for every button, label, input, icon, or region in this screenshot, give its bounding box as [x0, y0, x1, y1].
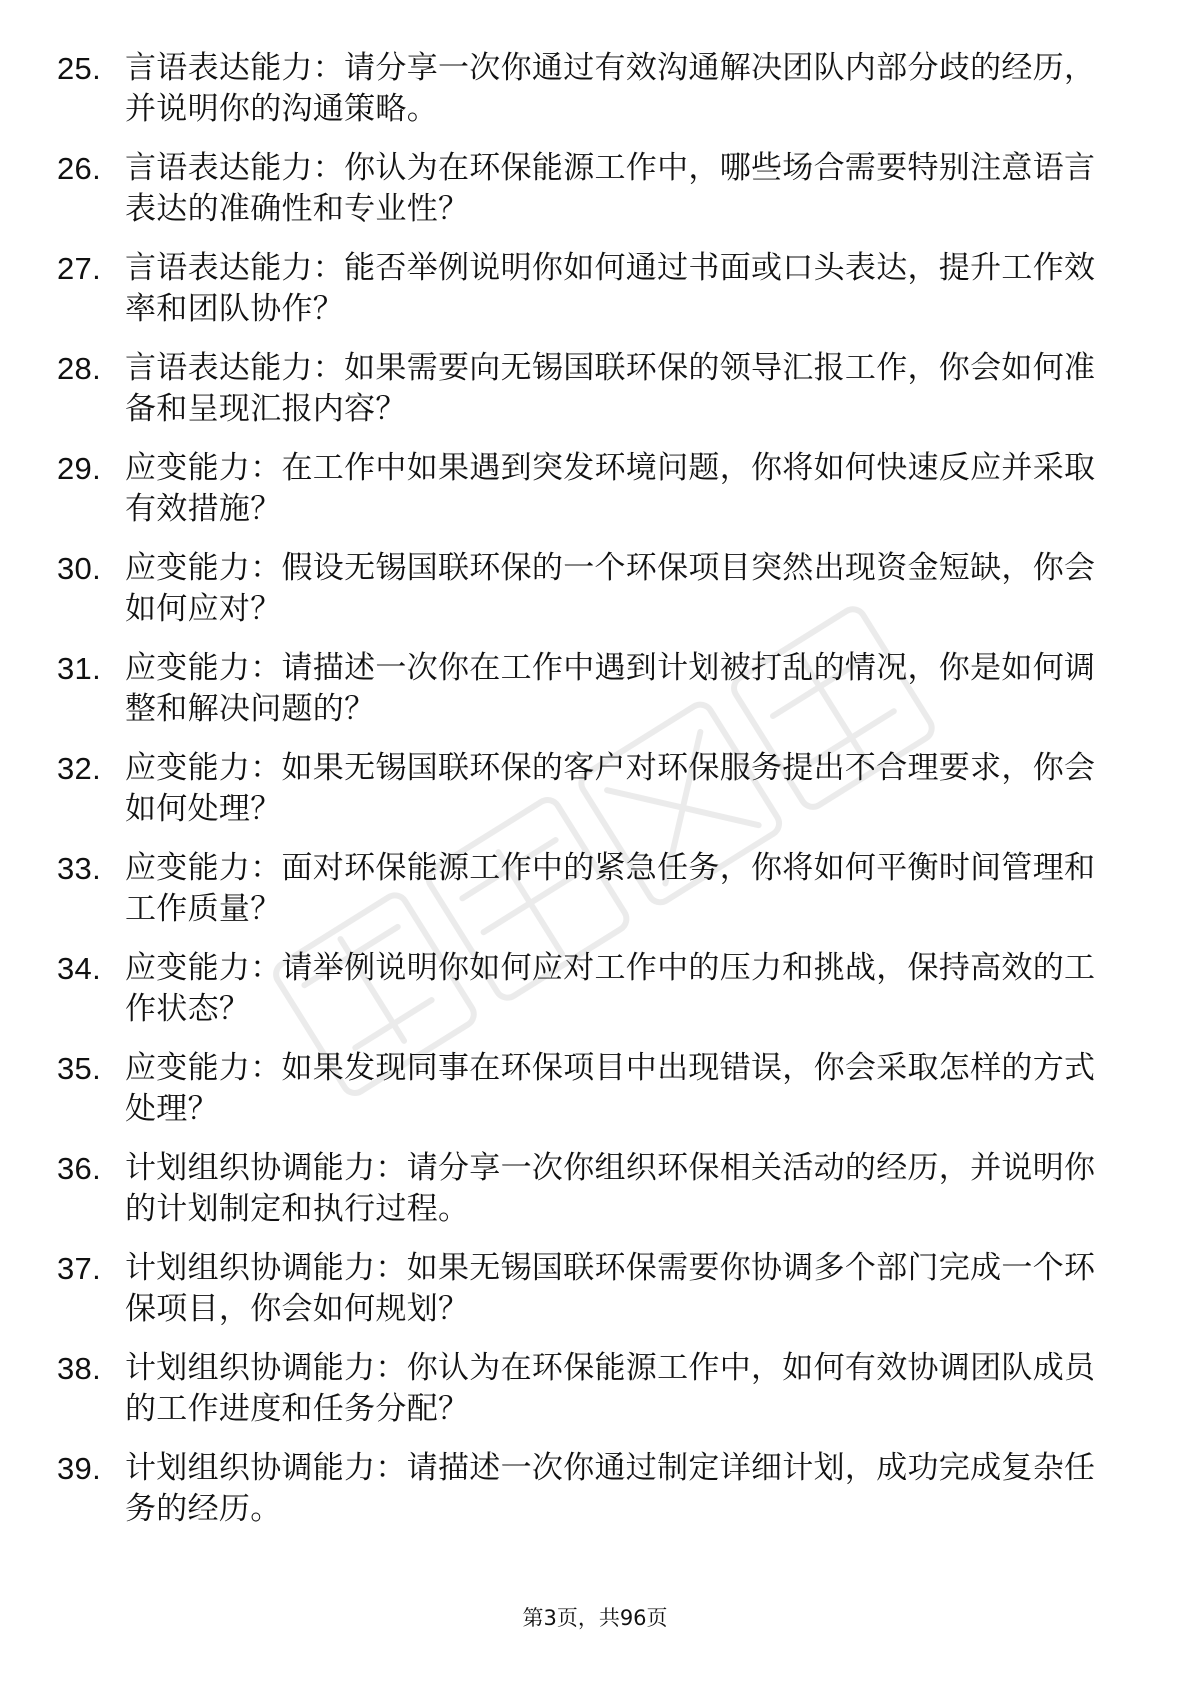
question-number: 35. [57, 1051, 101, 1086]
question-number: 30. [57, 551, 101, 586]
question-item [0, 1048, 1190, 1130]
question-item [0, 948, 1190, 1030]
question-item [0, 1348, 1190, 1430]
question-text: 计划组织协调能力：请分享一次你组织环保相关活动的经历，并说明你的计划制定和执行过程。 [125, 1150, 1096, 1227]
question-number: 31. [57, 651, 101, 686]
question-item [0, 548, 1190, 630]
question-number: 34. [57, 951, 101, 986]
question-item [0, 448, 1190, 530]
question-number: 27. [57, 251, 101, 286]
question-number: 38. [57, 1351, 101, 1386]
page-indicator: 第3页，共96页 [522, 1606, 668, 1630]
question-item [0, 1248, 1190, 1330]
question-number: 36. [57, 1151, 101, 1186]
question-item [0, 348, 1190, 430]
question-text: 应变能力：如果无锡国联环保的客户对环保服务提出不合理要求，你会如何处理？ [125, 750, 1096, 827]
question-text: 应变能力：请描述一次你在工作中遇到计划被打乱的情况，你是如何调整和解决问题的？ [125, 650, 1096, 727]
question-text: 计划组织协调能力：请描述一次你通过制定详细计划，成功完成复杂任务的经历。 [125, 1450, 1096, 1527]
question-text: 计划组织协调能力：你认为在环保能源工作中，如何有效协调团队成员的工作进度和任务分配？ [125, 1350, 1096, 1427]
question-text: 应变能力：在工作中如果遇到突发环境问题，你将如何快速反应并采取有效措施？ [125, 450, 1096, 527]
question-text: 计划组织协调能力：如果无锡国联环保需要你协调多个部门完成一个环保项目，你会如何规划？ [125, 1250, 1096, 1327]
question-number: 32. [57, 751, 101, 786]
question-text: 应变能力：请举例说明你如何应对工作中的压力和挑战，保持高效的工作状态？ [125, 950, 1096, 1027]
question-item [0, 48, 1190, 130]
question-text: 言语表达能力：如果需要向无锡国联环保的领导汇报工作，你会如何准备和呈现汇报内容？ [125, 350, 1096, 427]
question-item [0, 148, 1190, 230]
question-item [0, 1448, 1190, 1530]
question-text: 应变能力：面对环保能源工作中的紧急任务，你将如何平衡时间管理和工作质量？ [125, 850, 1096, 927]
question-item [0, 248, 1190, 330]
question-number: 29. [57, 451, 101, 486]
question-text: 言语表达能力：请分享一次你通过有效沟通解决团队内部分歧的经历，并说明你的沟通策略。 [125, 50, 1096, 127]
question-text: 应变能力：如果发现同事在环保项目中出现错误，你会采取怎样的方式处理？ [125, 1050, 1096, 1127]
question-item [0, 1148, 1190, 1230]
question-number: 39. [57, 1451, 101, 1486]
question-item [0, 848, 1190, 930]
question-number: 28. [57, 351, 101, 386]
question-number: 26. [57, 151, 101, 186]
question-item [0, 648, 1190, 730]
question-text: 言语表达能力：你认为在环保能源工作中，哪些场合需要特别注意语言表达的准确性和专业性？ [125, 150, 1096, 227]
question-number: 33. [57, 851, 101, 886]
question-text: 应变能力：假设无锡国联环保的一个环保项目突然出现资金短缺，你会如何应对？ [125, 550, 1096, 627]
question-number: 37. [57, 1251, 101, 1286]
question-item [0, 748, 1190, 830]
question-number: 25. [57, 51, 101, 86]
question-text: 言语表达能力：能否举例说明你如何通过书面或口头表达，提升工作效率和团队协作？ [125, 250, 1096, 327]
question-list [0, 48, 1190, 1548]
